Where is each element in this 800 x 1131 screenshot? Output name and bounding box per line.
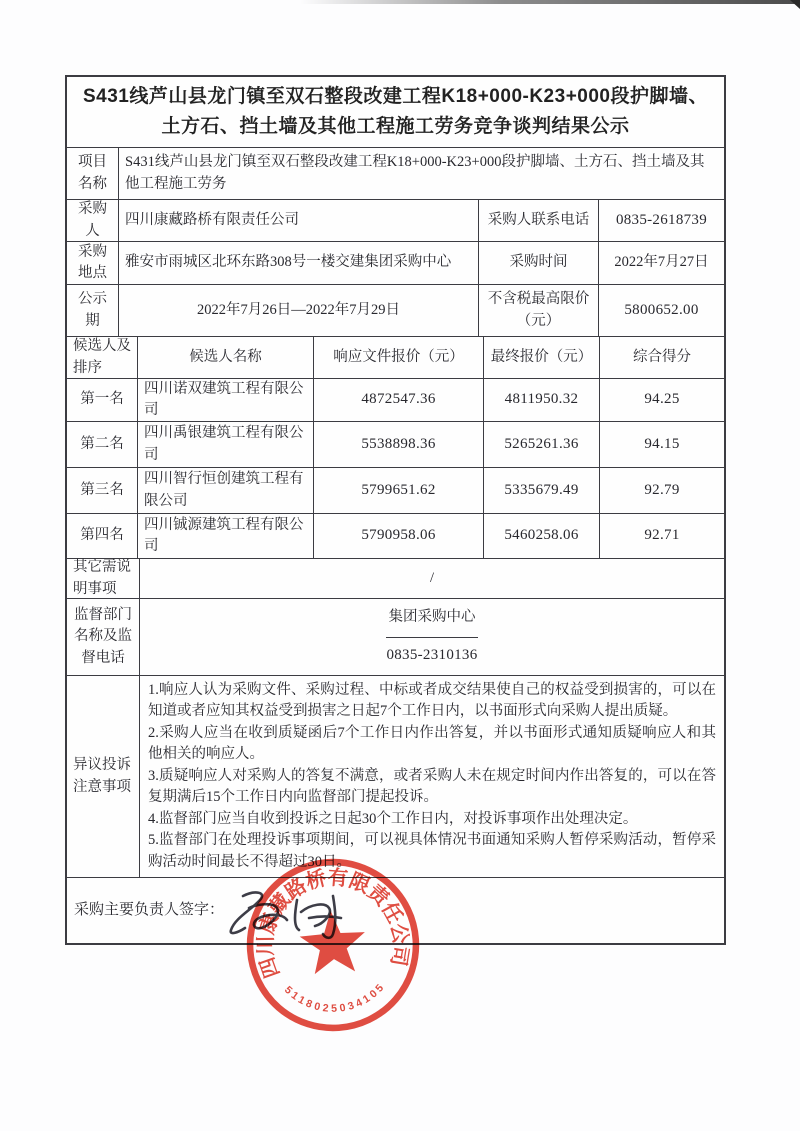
candidate-final-price: 5460258.06 [483, 514, 599, 558]
candidate-row-1 [67, 378, 724, 421]
supervision-label: 监督部门名称及监督电话 [74, 607, 132, 666]
candidate-name: 四川禹银建筑工程有限公司 [137, 422, 313, 467]
purchase-time-value: 2022年7月27日 [598, 242, 724, 284]
candidate-rank: 第二名 [80, 435, 124, 452]
candidate-final-price: 4811950.32 [483, 379, 599, 421]
publicity-value: 2022年7月26日—2022年7月29日 [118, 285, 478, 336]
scan-artifact-corner [790, 0, 800, 9]
purchaser-label: 采购人 [78, 201, 107, 239]
other-notes-row [67, 558, 724, 598]
candidate-rank: 第三名 [80, 481, 124, 498]
project-name-label: 项目名称 [78, 154, 107, 192]
publicity-label: 公示期 [78, 291, 107, 329]
objection-item-1: 1.响应人认为采购文件、采购过程、中标或者成交结果使自己的权益受到损害的，可以在知道或者应知其权益受到损害之日起7个工作日内，以书面形式向采购人提出质疑。 [148, 681, 716, 720]
objection-item-5: 5.监督部门在处理投诉事项期间，可以视具体情况书面通知采购人暂停采购活动，暂停采购活动时间最长不得超过30日。 [148, 832, 716, 870]
candidate-score: 92.71 [599, 514, 724, 558]
purchase-time-label: 采购时间 [478, 242, 598, 284]
candidate-rank: 第一名 [80, 391, 124, 408]
purchaser-phone-label: 采购人联系电话 [478, 200, 598, 241]
candidate-doc-price: 5538898.36 [313, 422, 483, 467]
other-notes-label: 其它需说明事项 [73, 559, 131, 597]
candidate-row-4 [67, 513, 724, 558]
candidate-row-2 [67, 421, 724, 467]
candidate-final-price: 5335679.49 [483, 468, 599, 513]
location-label: 采购地点 [78, 243, 107, 281]
candidate-rank: 第四名 [80, 527, 124, 544]
candidate-row-3 [67, 467, 724, 513]
publicity-period-row [67, 284, 724, 336]
objection-item-3: 3.质疑响应人对采购人的答复不满意，或者采购人未在规定时间内作出答复的，可以在答复期满后15个工作日内向监督部门提起投诉。 [148, 767, 716, 806]
seal-star-icon [298, 908, 368, 975]
purchaser-value: 四川康藏路桥有限责任公司 [118, 200, 478, 241]
candidate-doc-price: 4872547.36 [313, 379, 483, 421]
candidate-name: 四川铖源建筑工程有限公司 [137, 514, 313, 558]
title-row [67, 77, 724, 147]
candidate-score: 94.25 [599, 379, 724, 421]
candidate-name: 四川智行恒创建筑工程有限公司 [137, 468, 313, 513]
supervision-phone: 0835-2310136 [386, 637, 477, 676]
candidate-name: 四川诺双建筑工程有限公司 [137, 379, 313, 421]
max-price-label: 不含税最高限价（元） [478, 285, 598, 336]
result-announcement-table [65, 75, 726, 945]
supervision-dept: 集团采购中心 [388, 609, 476, 626]
project-name-value: S431线芦山县龙门镇至双石整段改建工程K18+000-K23+000段护脚墙、土方石、挡土墙及其他工程施工劳务 [118, 148, 724, 199]
purchaser-row [67, 199, 724, 241]
scan-artifact-top-edge [300, 0, 800, 4]
objection-item-4: 4.监督部门应当自收到投诉之日起30个工作日内，对投诉事项作出处理决定。 [148, 810, 638, 827]
candidate-score: 92.79 [599, 468, 724, 513]
location-row [67, 241, 724, 284]
candidate-doc-price: 5790958.06 [313, 514, 483, 558]
seal-company-text: 四川康藏路桥有限责任公司 [255, 866, 412, 981]
max-price-value: 5800652.00 [598, 285, 724, 336]
other-notes-value: / [139, 559, 724, 598]
document-title: S431线芦山县龙门镇至双石整段改建工程K18+000-K23+000段护脚墙、土方石、挡土墙及其他工程施工劳务竞争谈判结果公示 [82, 85, 708, 137]
company-seal [238, 850, 428, 1040]
objection-items [140, 674, 724, 880]
candidate-score: 94.15 [599, 422, 724, 467]
candidate-final-price: 5265261.36 [483, 422, 599, 467]
svg-text:5118025034105 [281, 977, 390, 1018]
objection-label: 异议投诉注意事项 [73, 757, 131, 795]
objection-item-2: 2.采购人应当在收到质疑函后7个工作日内作出答复，并以书面形式通知质疑响应人和其他相关的响应人。 [148, 724, 716, 763]
name-column-header: 候选人名称 [137, 337, 313, 378]
objection-row [67, 675, 724, 877]
location-value: 雅安市雨城区北环东路308号一楼交建集团采购中心 [118, 242, 478, 284]
seal-code-text: 5118025034105 [281, 979, 389, 1015]
doc-price-column-header: 响应文件报价（元） [313, 337, 483, 378]
purchaser-phone-value: 0835-2618739 [598, 200, 724, 241]
final-price-column-header: 最终报价（元） [483, 337, 599, 378]
candidate-doc-price: 5799651.62 [313, 468, 483, 513]
project-name-row [67, 147, 724, 199]
rank-column-header: 候选人及排序 [73, 338, 131, 376]
supervision-row [67, 598, 724, 675]
signature-label: 采购主要负责人签字： [74, 901, 225, 918]
score-column-header: 综合得分 [599, 337, 724, 378]
candidates-header-row [67, 336, 724, 378]
